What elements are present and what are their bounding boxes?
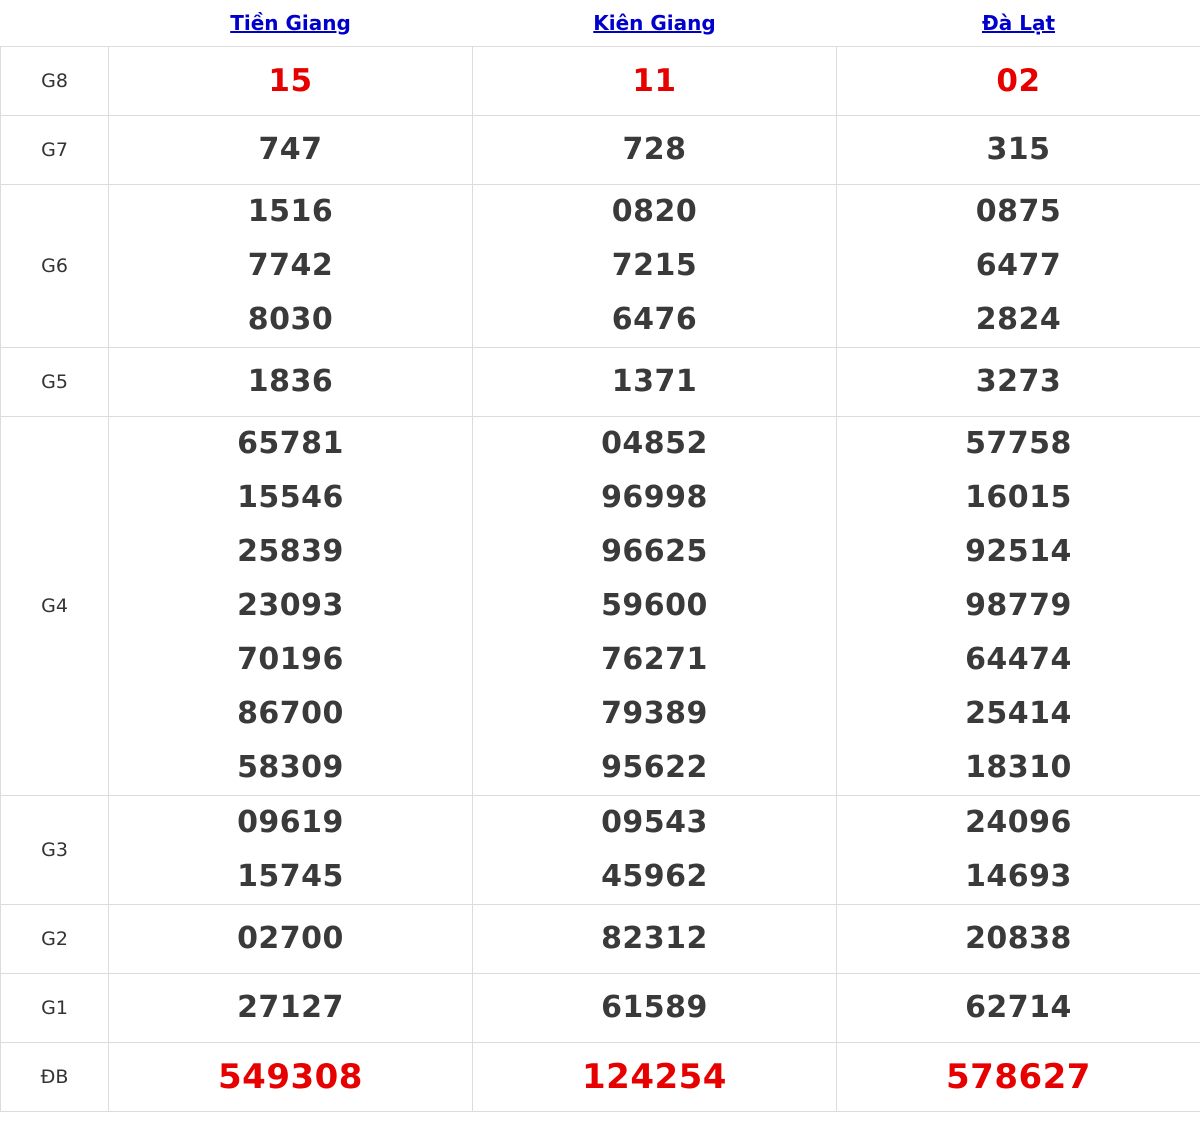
header-province-2: [837, 0, 1200, 47]
number: 76271: [601, 642, 708, 677]
number: 124254: [582, 1057, 727, 1097]
prize-label-g5: G5: [1, 348, 109, 417]
number: 92514: [965, 534, 1072, 569]
number: 61589: [601, 990, 708, 1025]
number: 79389: [601, 696, 708, 731]
prize-cell-g5-tien-giang: [109, 348, 473, 417]
number: 96625: [601, 534, 708, 569]
number: 0820: [611, 194, 698, 229]
number: 549308: [218, 1057, 363, 1097]
number: 6477: [975, 248, 1062, 283]
number: 86700: [237, 696, 344, 731]
number: 15: [268, 63, 313, 99]
number: 64474: [965, 642, 1072, 677]
province-link-tien-giang[interactable]: Tiền Giang: [230, 11, 351, 35]
number: 02700: [237, 921, 344, 956]
number: 58309: [237, 750, 344, 785]
table-body: [1, 47, 1200, 1112]
prize-cell-g4-tien-giang: [109, 417, 473, 796]
number: 25414: [965, 696, 1072, 731]
header-province-1: [473, 0, 837, 47]
number: 15745: [237, 859, 344, 894]
prize-label-g1: G1: [1, 974, 109, 1043]
number: 7215: [611, 248, 698, 283]
number: 57758: [965, 426, 1072, 461]
prize-label-g6: G6: [1, 185, 109, 348]
prize-cell-g6-kien-giang: [473, 185, 837, 348]
number: 11: [632, 63, 677, 99]
prize-cell-g3-tien-giang: [109, 796, 473, 905]
table-row: [1, 417, 1200, 796]
number: 24096: [965, 805, 1072, 840]
prize-cell-g8-kien-giang: [473, 47, 837, 116]
prize-cell-g5-kien-giang: [473, 348, 837, 417]
number: 0875: [975, 194, 1062, 229]
prize-cell-g8-da-lat: [837, 47, 1200, 116]
prize-cell-g4-kien-giang: [473, 417, 837, 796]
number: 70196: [237, 642, 344, 677]
number: 747: [258, 132, 323, 167]
number: 20838: [965, 921, 1072, 956]
number: 8030: [247, 302, 334, 337]
number: 04852: [601, 426, 708, 461]
number: 1516: [247, 194, 334, 229]
number: 98779: [965, 588, 1072, 623]
table-row: [1, 47, 1200, 116]
prize-label-g2: G2: [1, 905, 109, 974]
table-row: [1, 1043, 1200, 1112]
number: 25839: [237, 534, 344, 569]
prize-cell-db-kien-giang: [473, 1043, 837, 1112]
prize-cell-g2-kien-giang: [473, 905, 837, 974]
number: 6476: [611, 302, 698, 337]
prize-cell-g5-da-lat: [837, 348, 1200, 417]
prize-label-g8: G8: [1, 47, 109, 116]
prize-cell-db-da-lat: [837, 1043, 1200, 1112]
number: 18310: [965, 750, 1072, 785]
prize-cell-g3-da-lat: [837, 796, 1200, 905]
number: 1371: [611, 364, 698, 399]
number: 16015: [965, 480, 1072, 515]
prize-label-g3: G3: [1, 796, 109, 905]
number: 728: [622, 132, 687, 167]
number: 45962: [601, 859, 708, 894]
prize-cell-g1-kien-giang: [473, 974, 837, 1043]
prize-cell-g3-kien-giang: [473, 796, 837, 905]
number: 59600: [601, 588, 708, 623]
number: 02: [996, 63, 1041, 99]
table-row: [1, 348, 1200, 417]
table-header: [1, 0, 1200, 47]
prize-cell-g7-kien-giang: [473, 116, 837, 185]
number: 27127: [237, 990, 344, 1025]
prize-cell-g6-da-lat: [837, 185, 1200, 348]
number: 2824: [975, 302, 1062, 337]
prize-cell-g6-tien-giang: [109, 185, 473, 348]
prize-cell-g7-da-lat: [837, 116, 1200, 185]
prize-label-g7: G7: [1, 116, 109, 185]
number: 65781: [237, 426, 344, 461]
number: 315: [986, 132, 1051, 167]
prize-cell-g2-tien-giang: [109, 905, 473, 974]
header-row: [1, 0, 1200, 47]
number: 7742: [247, 248, 334, 283]
table-row: [1, 185, 1200, 348]
number: 95622: [601, 750, 708, 785]
prize-label-g4: G4: [1, 417, 109, 796]
prize-cell-g7-tien-giang: [109, 116, 473, 185]
number: 09543: [601, 805, 708, 840]
province-link-da-lat[interactable]: Đà Lạt: [981, 11, 1056, 35]
number: 23093: [237, 588, 344, 623]
table-row: [1, 796, 1200, 905]
prize-cell-db-tien-giang: [109, 1043, 473, 1112]
number: 3273: [975, 364, 1062, 399]
header-empty-cell: [1, 0, 109, 47]
prize-cell-g1-da-lat: [837, 974, 1200, 1043]
prize-cell-g1-tien-giang: [109, 974, 473, 1043]
number: 1836: [247, 364, 334, 399]
table-row: [1, 974, 1200, 1043]
number: 62714: [965, 990, 1072, 1025]
prize-cell-g4-da-lat: [837, 417, 1200, 796]
number: 15546: [237, 480, 344, 515]
table-row: [1, 905, 1200, 974]
number: 14693: [965, 859, 1072, 894]
number: 578627: [946, 1057, 1091, 1097]
prize-cell-g8-tien-giang: [109, 47, 473, 116]
number: 09619: [237, 805, 344, 840]
table-row: [1, 116, 1200, 185]
prize-label-db: ĐB: [1, 1043, 109, 1112]
header-province-0: [109, 0, 473, 47]
prize-cell-g2-da-lat: [837, 905, 1200, 974]
number: 96998: [601, 480, 708, 515]
number: 82312: [601, 921, 708, 956]
province-link-kien-giang[interactable]: Kiên Giang: [593, 11, 716, 35]
